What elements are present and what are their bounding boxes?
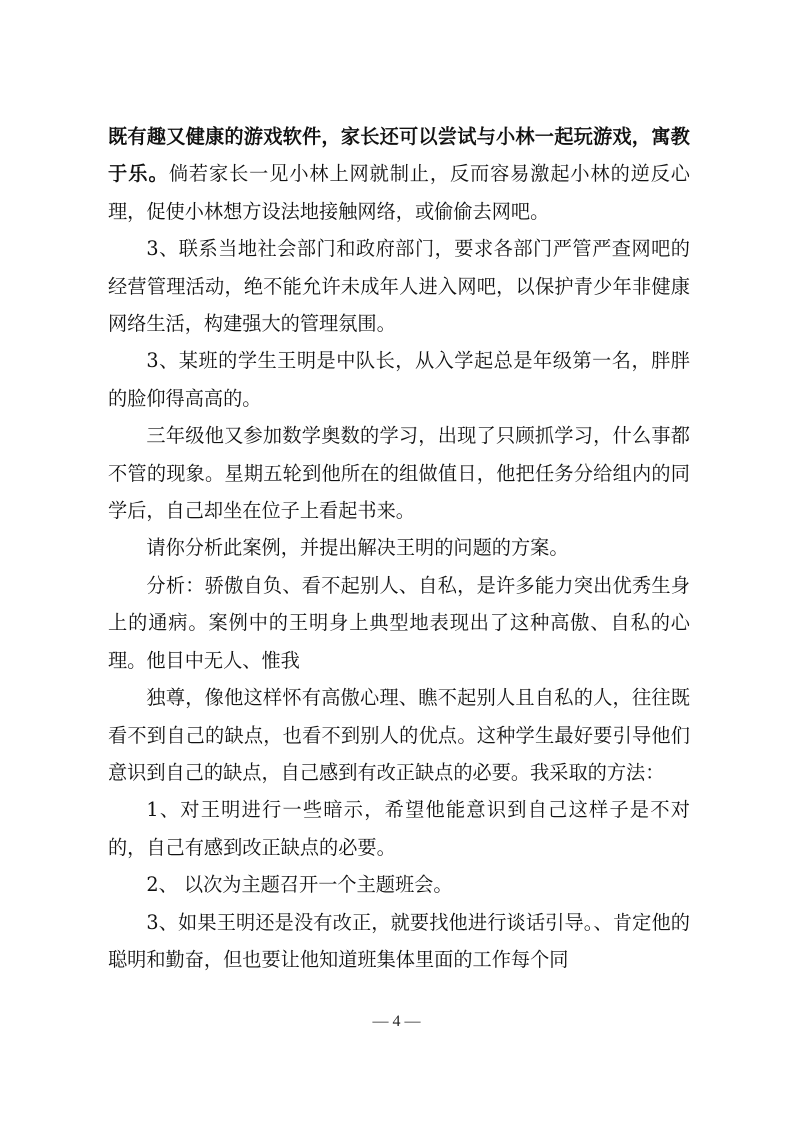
paragraph: 请你分析此案例，并提出解决王明的问题的方案。 [146, 536, 569, 560]
paragraph: 三年级他又参加数学奥数的学习，出现了只顾抓学习，什么事都不管的现象。星期五轮到他所在的组做值日，他把任务分给组内的同学后，自己却坐在位子上看起书来。 [108, 424, 690, 523]
paragraph-0-text: 倘若家长一见小林上网就制止，反而容易激起小林的逆反心理，促使小林想方设法地接触网络，或偷偷去网吧。 [108, 162, 690, 223]
document-body [108, 118, 690, 978]
paragraph: 2、 以次为主题召开一个主题班会。 [146, 873, 453, 897]
paragraph-0 [108, 118, 690, 230]
paragraph-0-bold-text: 既有趣又健康的游戏软件，家长还可以尝试与小林一起玩游戏，寓教于乐。 [108, 125, 690, 186]
paragraph: 分析：骄傲自负、看不起别人、自私，是许多能力突出优秀生身上的通病。案例中的王明身上典型地表现出了这种高傲、自私的心理。他目中无人、惟我 [108, 573, 690, 672]
paragraph: 3、如果王明还是没有改正，就要找他进行谈话引导。、肯定他的聪明和勤奋，但也要让他知道班集体里面的工作每个同 [108, 910, 690, 971]
paragraph: 3、联系当地社会部门和政府部门，要求各部门严管严查网吧的经营管理活动，绝不能允许未成年人进入网吧，以保护青少年非健康网络生活，构建强大的管理氛围。 [108, 237, 690, 336]
paragraph: 独尊，像他这样怀有高傲心理、瞧不起别人且自私的人，往往既看不到自己的缺点，也看不到别人的优点。这种学生最好要引导他们意识到自己的缺点，自己感到有改正缺点的必要。我采取的方法： [108, 686, 690, 784]
page-number: — 4 — [372, 1013, 421, 1030]
paragraph: 3、某班的学生王明是中队长，从入学起总是年级第一名，胖胖的脸仰得高高的。 [108, 349, 690, 410]
paragraph: 1、对王明进行一些暗示，希望他能意识到自己这样子是不对的，自己有感到改正缺点的必要。 [108, 798, 690, 859]
